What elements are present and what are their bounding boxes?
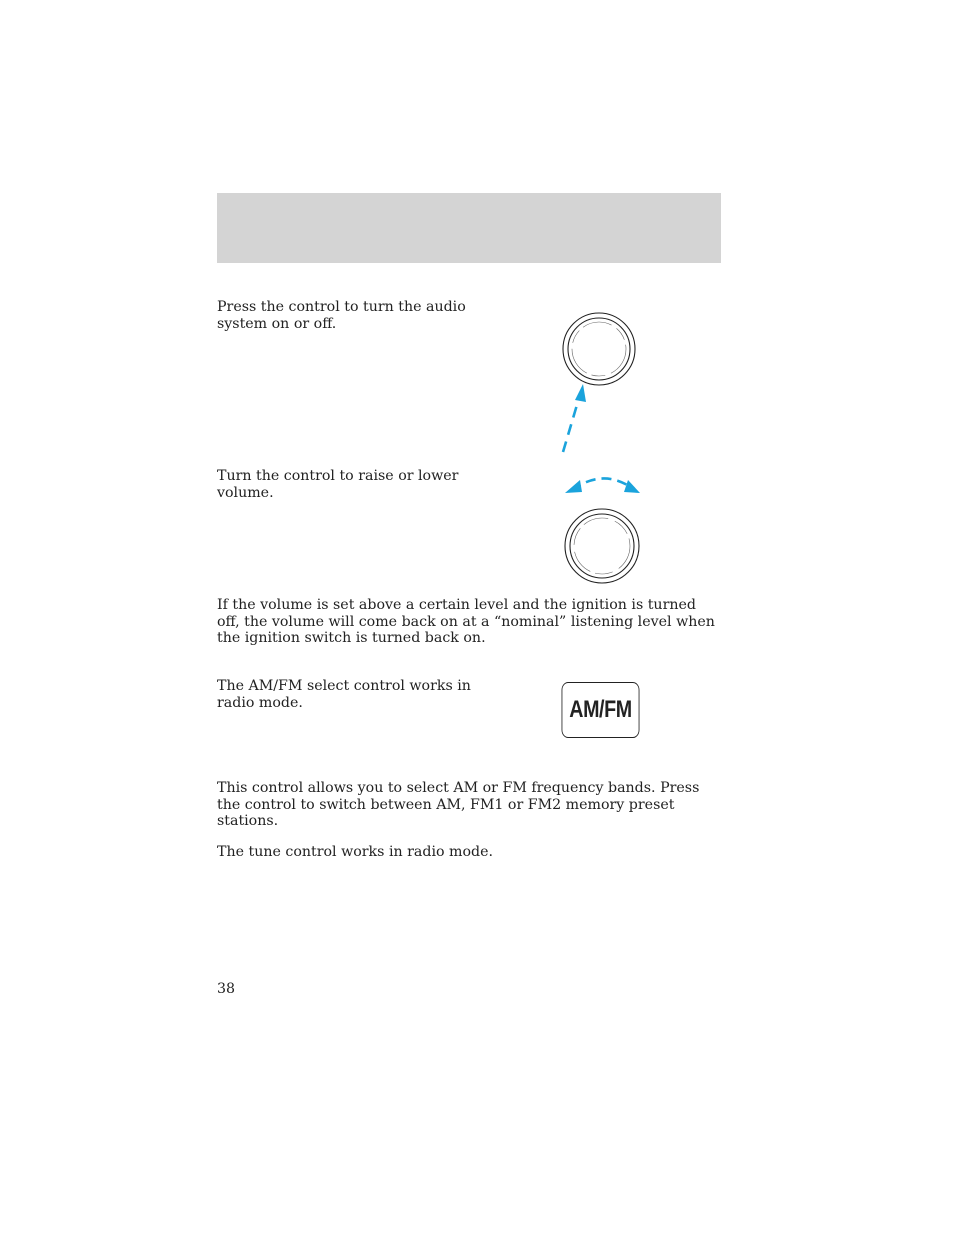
amfm-button-label: AM/FM	[569, 696, 632, 723]
page-number: 38	[217, 981, 236, 997]
amfm-intro: The AM/FM select control works in radio mode.	[217, 678, 471, 711]
nominal-volume-note: If the volume is set above a certain level and the ignition is turned off, the volume will come back on at a “nominal” listening level when the ignition switch is turned back on.	[217, 597, 715, 646]
amfm-button-illustration	[562, 682, 640, 738]
power-instruction: Press the control to turn the audio system on or off.	[217, 299, 466, 332]
rotate-arrows-icon	[560, 468, 646, 500]
section-header-band	[217, 193, 721, 263]
tune-instruction: The tune control works in radio mode.	[217, 844, 494, 860]
dashed-arrow-up-icon	[555, 380, 595, 460]
amfm-detail: This control allows you to select AM or FM frequency bands. Press the control to switch between AM, FM1 or FM2 memory preset stations.	[217, 780, 700, 829]
power-knob-icon	[560, 310, 638, 388]
volume-instruction: Turn the control to raise or lower volume.	[217, 468, 459, 501]
volume-knob-icon	[562, 506, 642, 586]
